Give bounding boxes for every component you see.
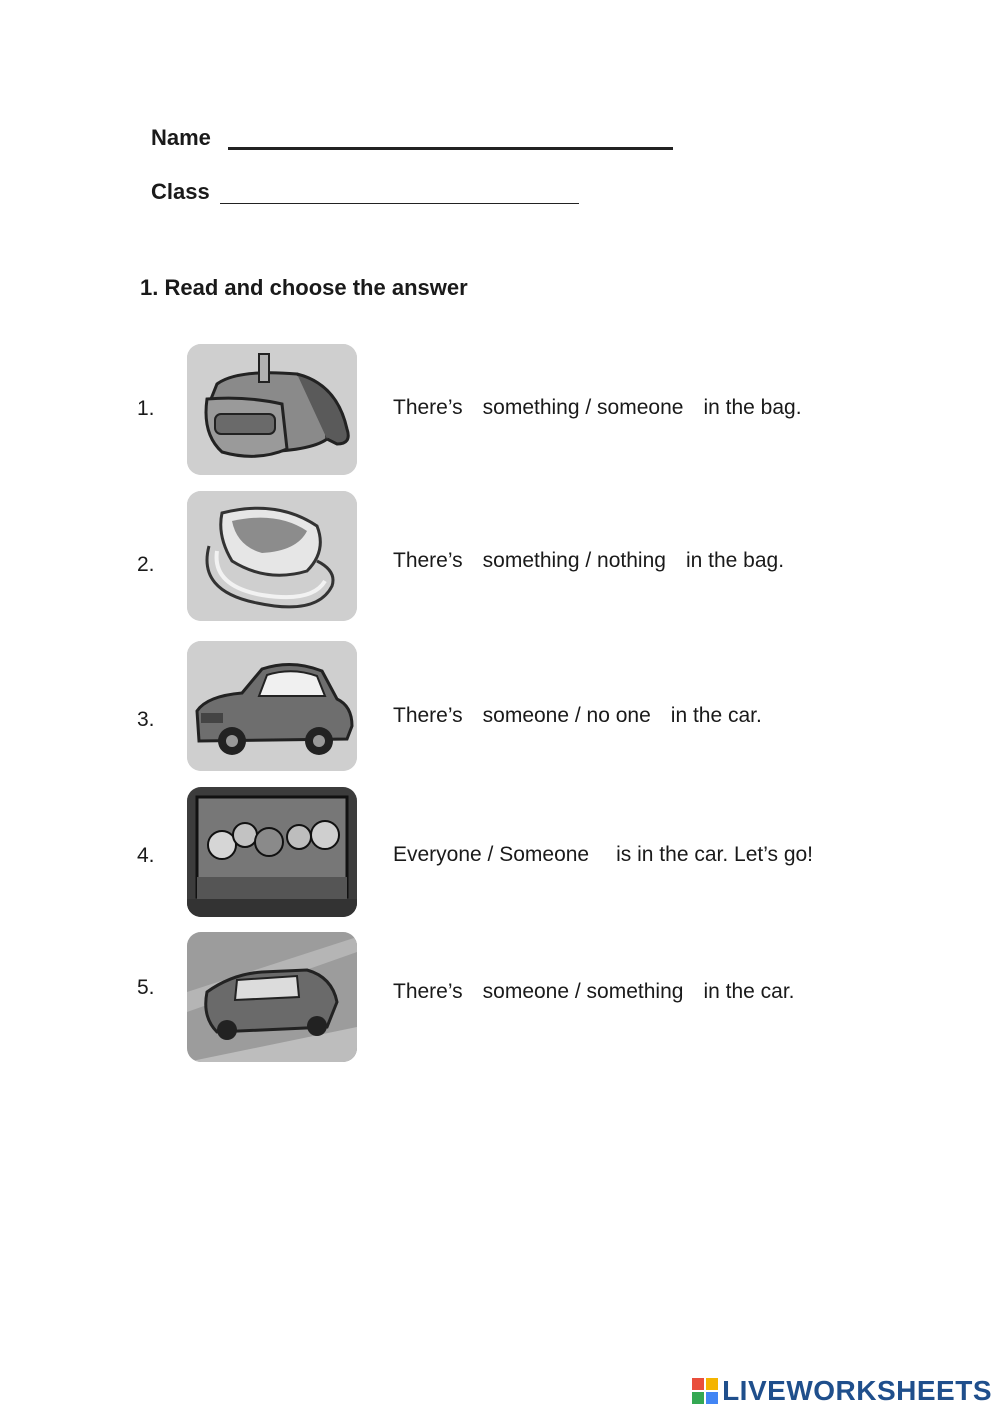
car-with-driver-icon: [187, 932, 357, 1062]
exercise-title: 1. Read and choose the answer: [140, 275, 468, 300]
sentence-2: [393, 549, 784, 573]
brand-text: LIVEWORKSHEETS: [722, 1375, 992, 1406]
sentence-4: [393, 843, 813, 867]
sentence-3: [393, 704, 762, 728]
sentence-suffix: in the bag.: [703, 396, 802, 419]
item-number: 5.: [137, 976, 155, 999]
sentence-suffix: in the car.: [703, 980, 795, 1003]
liveworksheets-logo: [692, 1375, 992, 1407]
sentence-suffix: in the car.: [670, 704, 762, 727]
sentence-prefix: There’s: [393, 549, 463, 572]
sentence-suffix: is in the car. Let’s go!: [616, 843, 814, 866]
class-label: Class: [151, 179, 210, 204]
answer-choice[interactable]: Everyone / Someone: [393, 843, 590, 866]
empty-car-icon: [187, 641, 357, 771]
sentence-prefix: There’s: [393, 980, 463, 1003]
answer-choice[interactable]: something / nothing: [482, 549, 666, 572]
school-bag-icon: [187, 344, 357, 475]
sentence-suffix: in the bag.: [685, 549, 785, 572]
answer-choice[interactable]: someone / no one: [482, 704, 651, 727]
item-number: 2.: [137, 553, 155, 576]
liveworksheets-icon: [692, 1378, 718, 1404]
sentence-5: [393, 980, 795, 1004]
class-line[interactable]: [220, 203, 579, 204]
sentence-prefix: There’s: [393, 704, 463, 727]
answer-choice[interactable]: someone / something: [482, 980, 684, 1003]
empty-bag-icon: [187, 491, 357, 621]
sentence-1: [393, 396, 802, 420]
family-in-car-icon: [187, 787, 357, 917]
sentence-prefix: There’s: [393, 396, 463, 419]
item-number: 3.: [137, 708, 155, 731]
answer-choice[interactable]: something / someone: [482, 396, 684, 419]
item-number: 1.: [137, 397, 155, 420]
name-line[interactable]: [228, 147, 673, 150]
item-number: 4.: [137, 844, 155, 867]
name-label: Name: [151, 125, 211, 150]
